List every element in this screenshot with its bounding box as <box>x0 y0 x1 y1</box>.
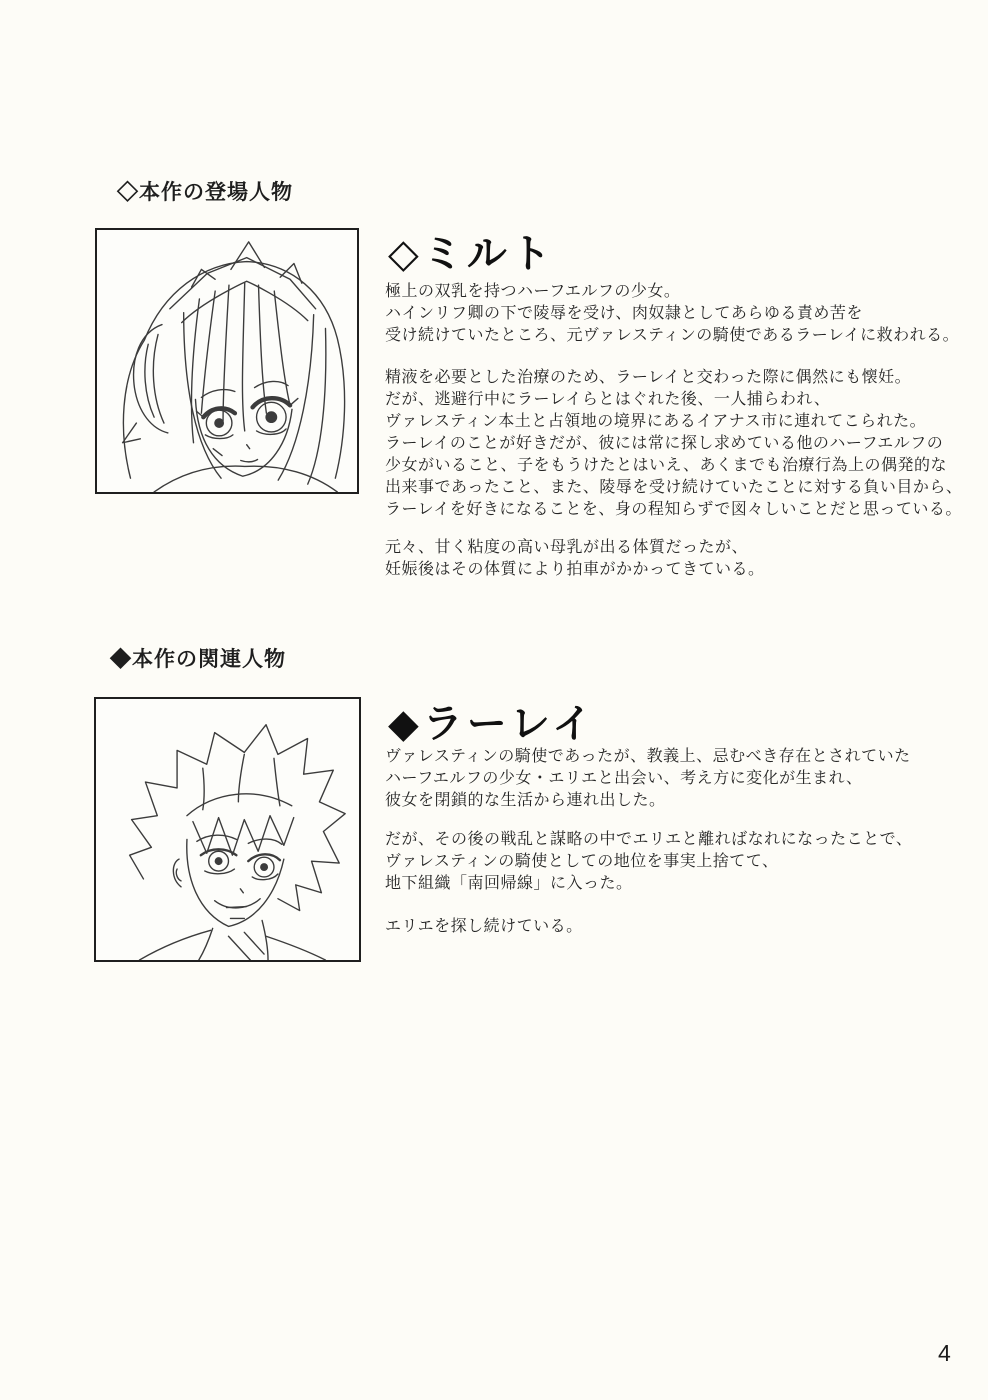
milt-portrait-illustration <box>97 230 357 492</box>
text-line: 妊娠後はその体質により拍車がかかってきている。 <box>385 561 765 578</box>
milt-paragraph-1 <box>385 281 959 347</box>
text-line: だが、逃避行中にラーレイらとはぐれた後、一人捕らわれ、 <box>385 391 831 408</box>
text-line: ハーフエルフの少女・エリエと出会い、考え方に変化が生まれ、 <box>385 770 863 787</box>
milt-paragraph-2 <box>385 367 962 521</box>
section-heading-related-characters: ◆本作の関連人物 <box>110 648 286 671</box>
text-line: 受け続けていたところ、元ヴァレスティンの騎使であるラーレイに救われる。 <box>385 327 960 344</box>
text-line: 極上の双乳を持つハーフエルフの少女。 <box>385 283 681 300</box>
text-line: ラーレイのことが好きだが、彼には常に探し求めている他のハーフエルフの <box>385 435 944 452</box>
character-name-milt: ◇ミルト <box>388 230 555 277</box>
rarei-paragraph-2 <box>385 829 912 895</box>
text-line: 少女がいること、子をもうけたとはいえ、あくまでも治療行為上の偶発的な <box>385 457 947 474</box>
rarei-paragraph-1 <box>385 746 911 812</box>
text-line: 精液を必要とした治療のため、ラーレイと交わった際に偶然にも懐妊。 <box>385 369 912 386</box>
rarei-paragraph-3 <box>385 916 583 938</box>
text-line: 元々、甘く粘度の高い母乳が出る体質だったが、 <box>385 539 749 556</box>
text-line: ヴァレスティンの騎使であったが、教義上、忌むべき存在とされていた <box>385 748 911 765</box>
portrait-box-milt <box>95 228 359 494</box>
section-heading-main-characters: ◇本作の登場人物 <box>117 181 293 204</box>
text-line: ラーレイを好きになることを、身の程知らずで図々しいことだと思っている。 <box>385 501 962 518</box>
page-number: 4 <box>938 1340 951 1366</box>
text-line: エリエを探し続けている。 <box>385 918 583 935</box>
character-name-rarei: ◆ラーレイ <box>388 700 596 747</box>
text-line: ヴァレスティン本土と占領地の境界にあるイアナス市に連れてこられた。 <box>385 413 927 430</box>
text-line: ヴァレスティンの騎使としての地位を事実上捨てて、 <box>385 853 779 870</box>
text-line: 出来事であったこと、また、陵辱を受け続けていたことに対する負い目から、 <box>385 479 963 496</box>
text-line: ハインリフ卿の下で陵辱を受け、肉奴隷としてあらゆる責め苦を <box>385 305 863 322</box>
milt-paragraph-3 <box>385 537 765 581</box>
rarei-portrait-illustration <box>96 699 359 960</box>
text-line: 彼女を閉鎖的な生活から連れ出した。 <box>385 792 666 809</box>
portrait-box-rarei <box>94 697 361 962</box>
text-line: 地下組織「南回帰線」に入った。 <box>385 875 633 892</box>
text-line: だが、その後の戦乱と謀略の中でエリエと離ればなれになったことで、 <box>385 831 913 848</box>
